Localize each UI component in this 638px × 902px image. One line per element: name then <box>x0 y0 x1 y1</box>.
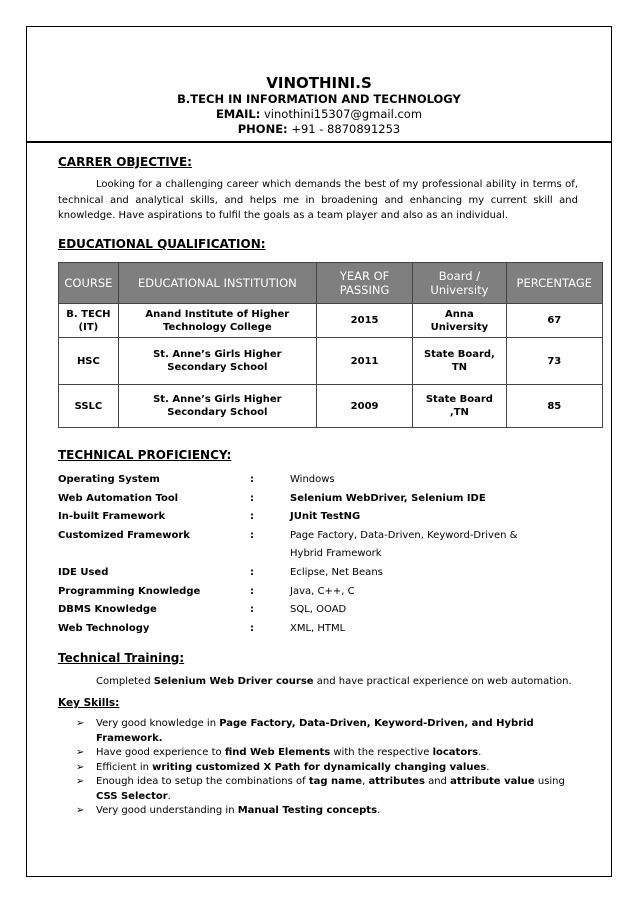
skill-text: , <box>362 776 369 787</box>
skill-value: Windows <box>290 474 335 485</box>
skill-label: In-built Framework <box>58 511 166 523</box>
skill-row <box>58 471 598 489</box>
col-year: YEAR OF PASSING <box>316 263 412 304</box>
table-row <box>59 304 603 338</box>
training-post: and have practical experience on web automation. <box>313 676 572 687</box>
list-item <box>58 717 578 746</box>
education-header-row <box>59 263 603 304</box>
skill-text: writing customized X Path for dynamically changing values <box>152 761 487 773</box>
phone-label: PHONE: <box>237 122 288 136</box>
institution-cell: Anand Institute of Higher Technology College <box>118 304 316 338</box>
skill-colon: : <box>250 474 254 485</box>
arrow-bullet-icon: ➢ <box>76 747 85 758</box>
skill-text: using <box>534 776 565 787</box>
skill-row <box>58 601 598 619</box>
education-title: EDUCATIONAL QUALIFICATION: <box>58 237 266 251</box>
resume-header <box>26 74 612 137</box>
skill-value: Page Factory, Data-Driven, Keyword-Driven & <box>290 529 518 541</box>
skill-label: DBMS Knowledge <box>58 604 157 616</box>
phone-line <box>26 122 612 137</box>
skill-row <box>58 490 598 508</box>
technical-title: TECHNICAL PROFICIENCY: <box>58 448 232 462</box>
year-cell: 2009 <box>316 385 412 428</box>
email-label: EMAIL: <box>215 107 261 121</box>
skill-value: XML, HTML <box>290 622 346 634</box>
table-row <box>59 338 603 385</box>
skill-label: Web Technology <box>58 622 150 634</box>
percentage-cell: 67 <box>506 304 602 338</box>
list-item <box>58 746 578 761</box>
training-title: Technical Training: <box>58 651 185 665</box>
skill-row <box>58 545 598 563</box>
skill-text: Very good understanding in <box>96 805 238 816</box>
col-course: COURSE <box>59 263 119 304</box>
education-table <box>58 262 603 428</box>
skill-text: tag name <box>308 776 363 787</box>
skill-text: Page Factory, Data-Driven, Keyword-Driven, and Hybrid Framework. <box>96 718 534 744</box>
objective-text: Looking for a challenging career which demands the best of my professional ability in terms of, technical and analytical skills, and helps me in broadening and enhancing my current skill and knowledge. Have aspirations to fulfil the goals as a team player and also as an individual. <box>58 179 578 221</box>
skill-colon: : <box>250 511 254 523</box>
course-cell: SSLC <box>59 385 119 428</box>
skill-text: . <box>486 761 490 773</box>
skill-colon: : <box>250 604 254 616</box>
skill-text: with the respective <box>330 747 433 758</box>
course-cell: HSC <box>59 338 119 385</box>
candidate-name: VINOTHINI.S <box>266 74 372 92</box>
col-board: Board / University <box>413 263 506 304</box>
skill-row <box>58 620 598 638</box>
skill-text: Enough idea to setup the combinations of <box>96 776 309 787</box>
list-item <box>58 761 578 776</box>
key-skills-title: Key Skills: <box>58 697 120 709</box>
skill-colon: : <box>250 622 254 634</box>
list-item <box>58 775 578 804</box>
board-cell: Anna University <box>413 304 506 338</box>
skill-text: attributes <box>368 776 425 787</box>
objective-title: CARRER OBJECTIVE: <box>58 155 192 169</box>
phone-number: +91 - 8870891253 <box>291 122 401 136</box>
skill-value: SQL, OOAD <box>290 604 347 616</box>
arrow-bullet-icon: ➢ <box>76 805 85 816</box>
skill-colon: : <box>250 585 254 597</box>
skill-text: attribute value <box>450 776 535 787</box>
header-divider <box>26 141 612 143</box>
key-skills-list <box>58 717 578 819</box>
skill-value: Hybrid Framework <box>290 548 382 560</box>
skill-text: Have good experience to <box>96 747 225 758</box>
list-item <box>58 804 578 819</box>
arrow-bullet-icon: ➢ <box>76 718 85 729</box>
skill-label: Customized Framework <box>58 529 190 541</box>
skill-text: Manual Testing concepts <box>237 805 378 816</box>
email-line <box>26 107 612 122</box>
email-address[interactable]: vinothini15307@gmail.com <box>264 107 423 121</box>
board-cell: State Board, TN <box>413 338 506 385</box>
skill-row <box>58 527 598 545</box>
training-course: Selenium Web Driver course <box>153 676 314 687</box>
table-row <box>59 385 603 428</box>
percentage-cell: 73 <box>506 338 602 385</box>
percentage-cell: 85 <box>506 385 602 428</box>
board-cell: State Board ,TN <box>413 385 506 428</box>
col-percentage: PERCENTAGE <box>506 263 602 304</box>
institution-cell: St. Anne’s Girls Higher Secondary School <box>118 338 316 385</box>
skill-text: . <box>478 747 482 758</box>
candidate-degree: B.TECH IN INFORMATION AND TECHNOLOGY <box>177 92 461 106</box>
skill-value: Java, C++, C <box>290 585 355 597</box>
arrow-bullet-icon: ➢ <box>76 776 85 787</box>
year-cell: 2011 <box>316 338 412 385</box>
skill-value: Selenium WebDriver, Selenium IDE <box>290 492 486 504</box>
skill-label: IDE Used <box>58 567 109 578</box>
skill-colon: : <box>250 529 254 541</box>
arrow-bullet-icon: ➢ <box>76 761 85 773</box>
skill-value: Eclipse, Net Beans <box>290 567 383 578</box>
skill-row <box>58 583 598 601</box>
skill-colon: : <box>250 567 254 578</box>
skill-label: Operating System <box>58 474 160 485</box>
course-cell: B. TECH (IT) <box>59 304 119 338</box>
training-text <box>58 674 578 690</box>
skill-row <box>58 508 598 526</box>
skill-colon: : <box>250 492 254 504</box>
skill-text: locators <box>432 747 479 758</box>
skill-text: . <box>377 805 381 816</box>
year-cell: 2015 <box>316 304 412 338</box>
skill-text: and <box>424 776 451 787</box>
institution-cell: St. Anne’s Girls Higher Secondary School <box>118 385 316 428</box>
skill-text: . <box>167 790 171 802</box>
skill-row <box>58 564 598 582</box>
training-pre: Completed <box>96 676 154 687</box>
skill-text: Very good knowledge in <box>96 718 220 729</box>
skill-label: Programming Knowledge <box>58 585 201 597</box>
col-institution: EDUCATIONAL INSTITUTION <box>118 263 316 304</box>
skill-label: Web Automation Tool <box>58 492 179 504</box>
skill-text: find Web Elements <box>224 747 331 758</box>
skill-text: CSS Selector <box>96 790 168 802</box>
skill-value: JUnit TestNG <box>290 511 361 523</box>
skill-text: Efficient in <box>96 761 153 773</box>
